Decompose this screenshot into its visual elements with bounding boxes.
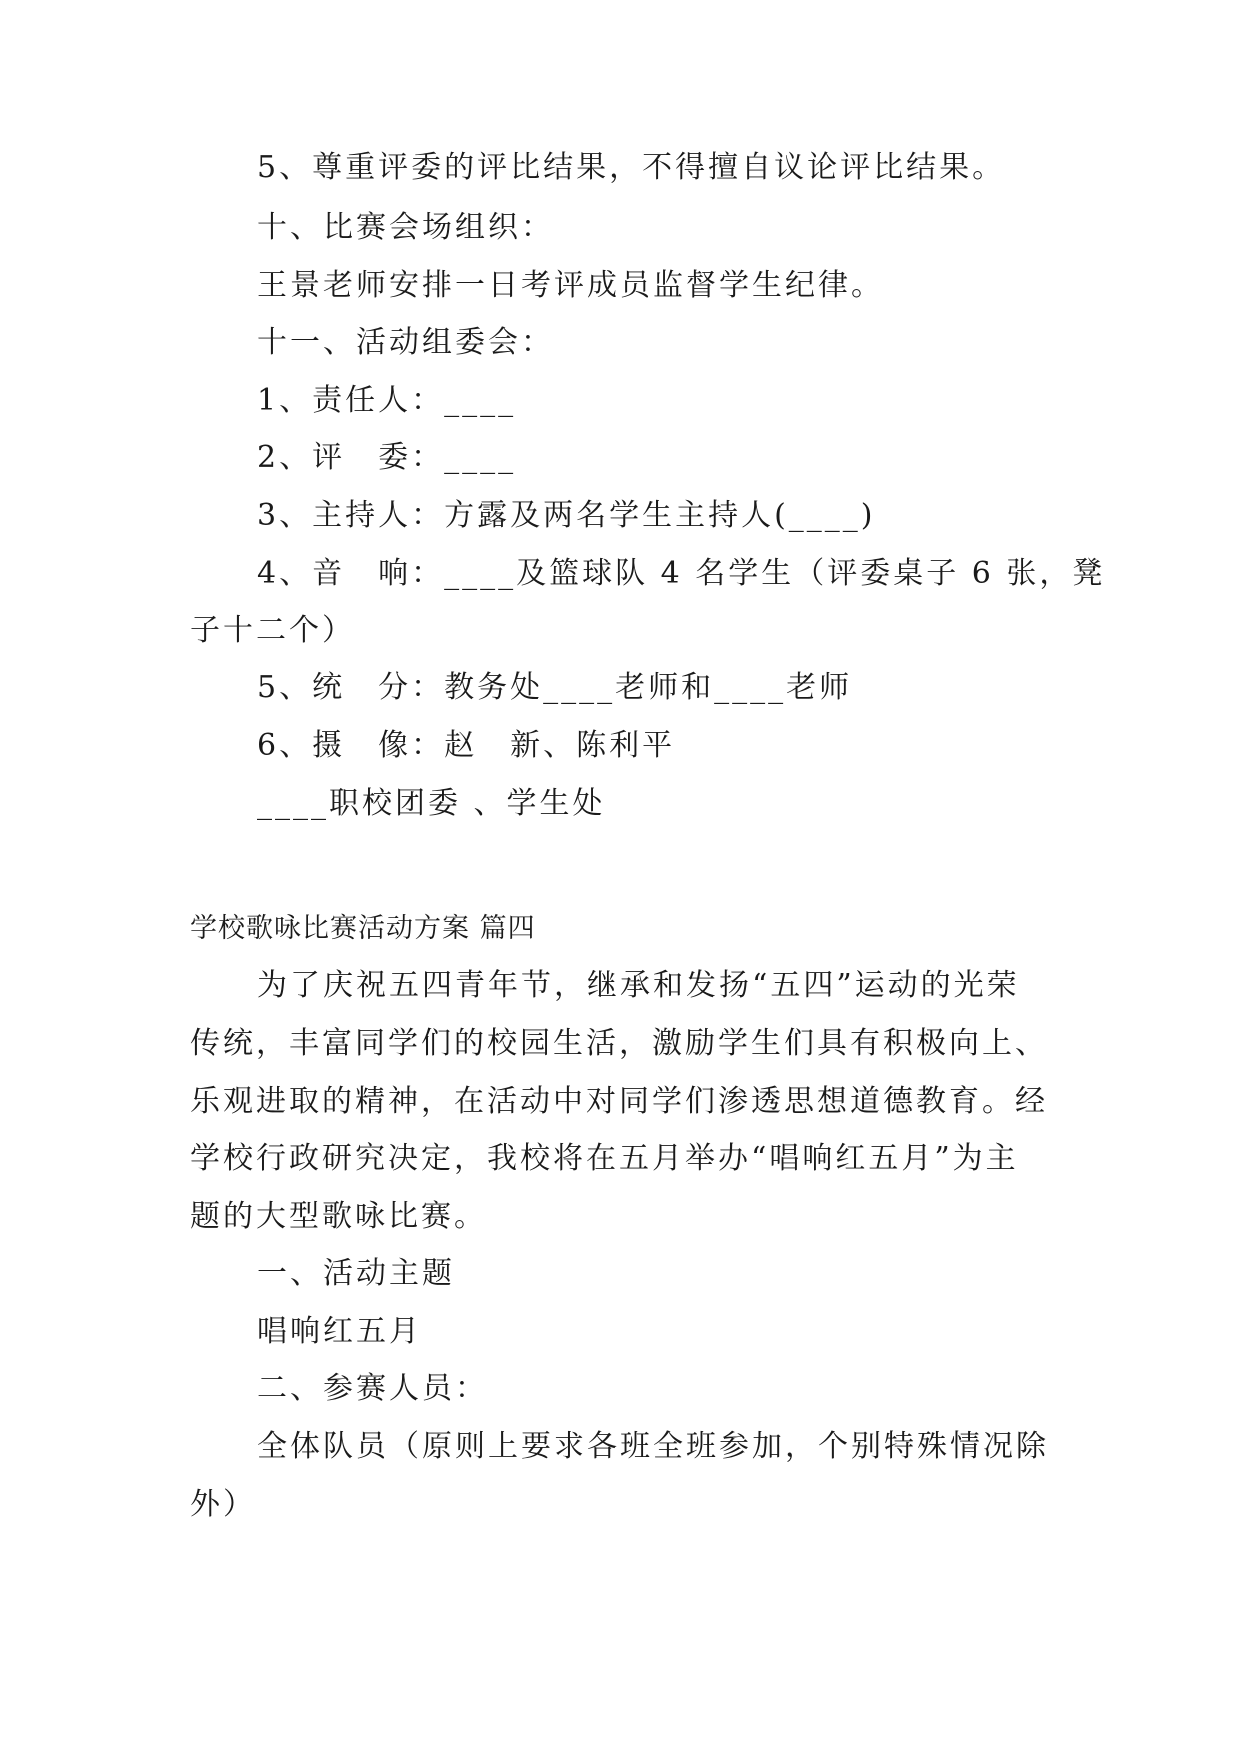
intro-line: 传统，丰富同学们的校园生活，激励学生们具有积极向上、 — [190, 1026, 1048, 1061]
committee-item-scoring: 5、统 分：教务处____老师和____老师 — [257, 670, 853, 705]
heading-participants: 二、参赛人员： — [257, 1371, 488, 1406]
venue-organization-text: 王景老师安排一日考评成员监督学生纪律。 — [257, 268, 884, 303]
participants-text-continued: 外） — [190, 1487, 256, 1522]
intro-line: 学校行政研究决定，我校将在五月举办“唱响红五月”为主 — [190, 1141, 1019, 1176]
heading-organizing-committee: 十一、活动组委会： — [257, 325, 554, 360]
rule-5-respect-results: 5、尊重评委的评比结果，不得擅自议论评比结果。 — [257, 150, 1006, 185]
committee-item-sound: 4、音 响：____及篮球队 4 名学生（评委桌子 6 张，凳 — [257, 556, 1106, 591]
heading-venue-organization: 十、比赛会场组织： — [257, 210, 554, 245]
committee-item-responsible: 1、责任人：____ — [257, 383, 517, 418]
intro-line: 题的大型歌咏比赛。 — [190, 1199, 487, 1234]
activity-theme-text: 唱响红五月 — [257, 1314, 422, 1349]
committee-item-camera: 6、摄 像：赵 新、陈利平 — [257, 728, 676, 763]
participants-text: 全体队员（原则上要求各班全班参加，个别特殊情况除 — [257, 1429, 1049, 1464]
section-four-title: 学校歌咏比赛活动方案 篇四 — [190, 913, 536, 944]
committee-organizers: ____职校团委 、学生处 — [257, 786, 606, 821]
committee-item-sound-continued: 子十二个） — [190, 613, 355, 648]
committee-item-judges: 2、评 委：____ — [257, 440, 517, 475]
heading-activity-theme: 一、活动主题 — [257, 1256, 455, 1291]
committee-item-host: 3、主持人：方露及两名学生主持人(____) — [257, 498, 876, 533]
intro-line: 为了庆祝五四青年节，继承和发扬“五四”运动的光荣 — [257, 968, 1020, 1003]
intro-line: 乐观进取的精神，在活动中对同学们渗透思想道德教育。经 — [190, 1084, 1048, 1119]
